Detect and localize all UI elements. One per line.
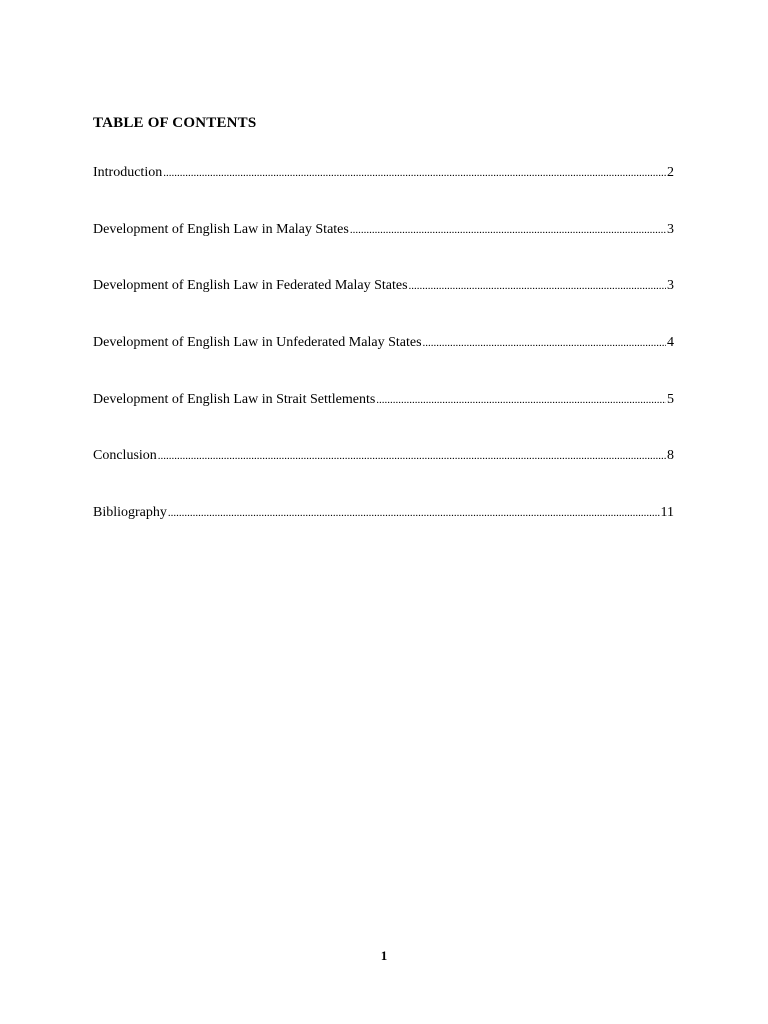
toc-entry-conclusion [93, 448, 674, 505]
dot-leader [423, 337, 666, 349]
toc-entry-page: 2 [667, 165, 674, 180]
toc-entry-title: Bibliography [93, 505, 167, 521]
toc-entry-federated-malay-states [93, 278, 674, 335]
dot-leader [409, 280, 666, 292]
toc-entry-page: 11 [660, 505, 674, 521]
toc-heading: TABLE OF CONTENTS [93, 115, 257, 131]
toc-entry-page: 8 [667, 448, 674, 464]
dot-leader [376, 394, 666, 406]
dot-leader [350, 224, 666, 236]
toc-entry-malay-states [93, 222, 674, 279]
toc-entry-page: 3 [667, 278, 674, 294]
toc-entry-title: Development of English Law in Malay States [93, 221, 349, 237]
toc-list [93, 165, 674, 562]
toc-entry-title: Conclusion [93, 448, 157, 464]
dot-leader [168, 507, 660, 519]
toc-entry-page: 4 [667, 335, 674, 351]
toc-entry-title: Development of English Law in Strait Settlements [93, 391, 376, 407]
toc-entry-title: Development of English Law in Unfederated Malay States [93, 335, 422, 351]
toc-entry-title: Introduction [93, 165, 163, 180]
toc-entry-page: 5 [667, 391, 674, 407]
toc-entry-title: Development of English Law in Federated Malay States [93, 278, 408, 294]
dot-leader [158, 450, 666, 462]
toc-entry-unfederated-malay-states [93, 335, 674, 392]
dot-leader [163, 167, 666, 179]
footer-page-number: 1 [380, 948, 388, 963]
toc-entry-introduction [93, 165, 674, 222]
toc-entry-strait-settlements [93, 392, 674, 449]
toc-entry-page: 3 [667, 221, 674, 237]
toc-entry-bibliography [93, 505, 674, 562]
